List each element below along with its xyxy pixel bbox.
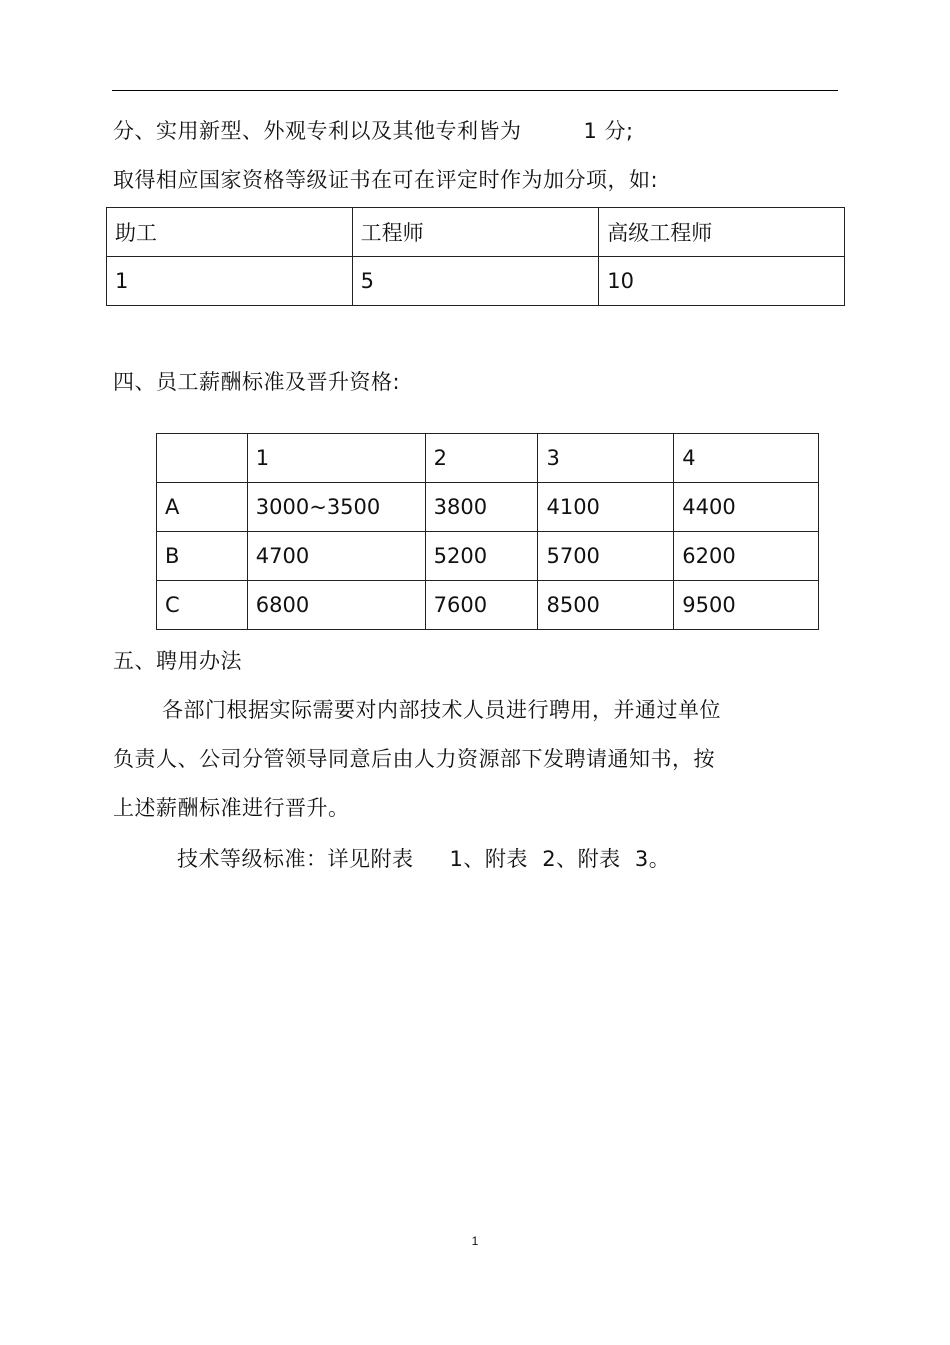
- table-cell: 高级工程师: [599, 208, 845, 257]
- table-row: [157, 532, 819, 581]
- table-cell: 4400: [674, 483, 819, 532]
- salary-table: [156, 433, 819, 630]
- row-header: A: [157, 483, 248, 532]
- table-cell: 9500: [674, 581, 819, 630]
- patent-score-value: 1 分;: [583, 119, 634, 143]
- table-cell: 5700: [538, 532, 674, 581]
- section-four-heading: 四、员工薪酬标准及晋升资格:: [113, 370, 401, 394]
- table-cell: 4700: [247, 532, 425, 581]
- table-cell: 5: [352, 257, 599, 306]
- hiring-paragraph-line-3: 上述薪酬标准进行晋升。: [113, 796, 350, 820]
- column-header: 4: [674, 434, 819, 483]
- table-cell: 6200: [674, 532, 819, 581]
- header-rule: [112, 90, 838, 91]
- tech-standard-label: 技术等级标准：详见附表: [177, 847, 414, 871]
- cert-table-header-row: [107, 208, 845, 257]
- cert-score-table: [106, 207, 845, 306]
- patent-score-text: 分、实用新型、外观专利以及其他专利皆为: [113, 119, 522, 143]
- cert-intro-text: 取得相应国家资格等级证书在可在评定时作为加分项，如:: [113, 168, 659, 192]
- table-cell: 4100: [538, 483, 674, 532]
- table-cell: 8500: [538, 581, 674, 630]
- hiring-paragraph-line-2: 负责人、公司分管领导同意后由人力资源部下发聘请通知书，按: [113, 747, 715, 771]
- table-cell: 工程师: [352, 208, 599, 257]
- column-header: 3: [538, 434, 674, 483]
- patent-score-line: [113, 117, 634, 145]
- column-header: 2: [425, 434, 538, 483]
- table-row: [157, 581, 819, 630]
- table-cell: 1: [107, 257, 353, 306]
- table-cell: 3800: [425, 483, 538, 532]
- table-cell: 5200: [425, 532, 538, 581]
- table-corner-cell: [157, 434, 248, 483]
- cert-table-value-row: [107, 257, 845, 306]
- table-cell: 3000~3500: [247, 483, 425, 532]
- table-cell: 6800: [247, 581, 425, 630]
- tech-standard-refs: 1、附表 2、附表 3。: [449, 847, 671, 871]
- table-cell: 助工: [107, 208, 353, 257]
- table-cell: 10: [599, 257, 845, 306]
- hiring-paragraph-line-1: 各部门根据实际需要对内部技术人员进行聘用，并通过单位: [162, 698, 721, 722]
- row-header: B: [157, 532, 248, 581]
- table-row: [157, 483, 819, 532]
- table-cell: 7600: [425, 581, 538, 630]
- tech-standard-line: [177, 845, 670, 873]
- salary-table-header-row: [157, 434, 819, 483]
- row-header: C: [157, 581, 248, 630]
- column-header: 1: [247, 434, 425, 483]
- section-five-heading: 五、聘用办法: [113, 649, 242, 673]
- page-number: 1: [471, 1234, 479, 1248]
